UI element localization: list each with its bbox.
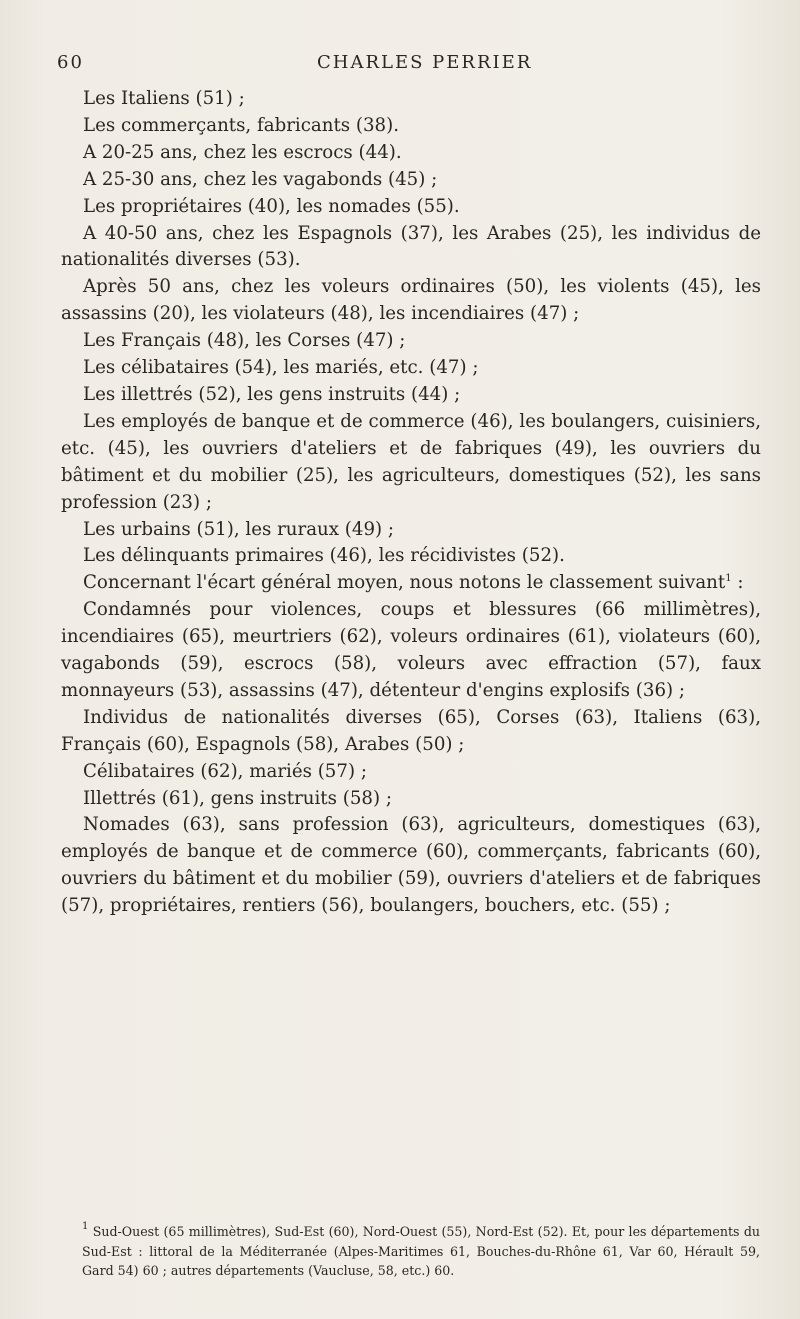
footnotes	[82, 1222, 760, 1281]
footnote-reference[interactable]: 1	[725, 573, 732, 585]
paragraph: Les délinquants primaires (46), les récidivistes (52).	[83, 545, 565, 567]
ecart-text: Concernant l'écart général moyen, nous notons le classement suivant	[83, 572, 726, 594]
paragraph: Illettrés (61), gens instruits (58) ;	[83, 787, 392, 809]
page-number: 60	[57, 52, 84, 73]
paragraph: Nomades (63), sans profession (63), agriculteurs, domestiques (63), employés de banque et de commerce (60), commerçants, fabricants (60), ouvriers du bâtiment et du mobilier (59), ouvriers d'ateliers et de fabriques (57), propriétaires, rentiers (56), boulangers, bouchers, etc. (55) ;	[61, 814, 761, 917]
paragraph: Les célibataires (54), les mariés, etc. (47) ;	[83, 357, 479, 379]
paragraph: Les propriétaires (40), les nomades (55).	[83, 195, 460, 217]
paragraph: Célibataires (62), mariés (57) ;	[83, 760, 367, 782]
paragraph: Condamnés pour violences, coups et blessures (66 millimètres), incendiaires (65), meurtriers (62), voleurs ordinaires (61), violateurs (60), vagabonds (59), escrocs (58), voleurs avec effraction (57), faux monnayeurs (53), assassins (47), détenteur d'engins explosifs (36) ;	[61, 599, 761, 701]
main-text	[61, 86, 761, 920]
ecart-paragraph	[61, 570, 761, 597]
paragraph: A 40-50 ans, chez les Espagnols (37), les Arabes (25), les individus de nationalités diverses (53).	[61, 222, 761, 271]
paragraph: Les Italiens (51) ;	[83, 88, 245, 109]
paragraph: Les Français (48), les Corses (47) ;	[83, 330, 406, 352]
footnote-marker: 1	[82, 1221, 89, 1232]
paragraph: A 25-30 ans, chez les vagabonds (45) ;	[83, 168, 438, 190]
footnote	[82, 1222, 760, 1281]
paragraph: Les urbains (51), les ruraux (49) ;	[83, 518, 395, 540]
footnote-text: Sud-Ouest (65 millimètres), Sud-Est (60), Nord-Ouest (55), Nord-Est (52). Et, pour les départements du Sud-Est : littoral de la Méditerranée (Alpes-Maritimes 61, Bouches-du-Rhône 61, Var 60, Hérault 59, Gard 54) 60 ; autres départements (Vaucluse, 58, etc.) 60.	[82, 1224, 760, 1278]
ecart-suffix: :	[731, 572, 744, 594]
paragraph: Après 50 ans, chez les voleurs ordinaires (50), les violents (45), les assassins (20), les violateurs (48), les incendiaires (47) ;	[61, 276, 761, 325]
paragraph: Individus de nationalités diverses (65), Corses (63), Italiens (63), Français (60), Espagnols (58), Arabes (50) ;	[61, 706, 761, 755]
paragraph: Les commerçants, fabricants (38).	[83, 114, 399, 136]
paragraph: Les illettrés (52), les gens instruits (44) ;	[83, 383, 461, 405]
paragraph: A 20-25 ans, chez les escrocs (44).	[83, 141, 402, 163]
paragraph: Les employés de banque et de commerce (46), les boulangers, cuisiniers, etc. (45), les ouvriers d'ateliers et de fabriques (49), les ouvriers du bâtiment et du mobilier (25), les agriculteurs, domestiques (52), les sans profession (23) ;	[61, 410, 761, 513]
page-header	[57, 52, 757, 82]
running-title: CHARLES PERRIER	[317, 52, 533, 73]
